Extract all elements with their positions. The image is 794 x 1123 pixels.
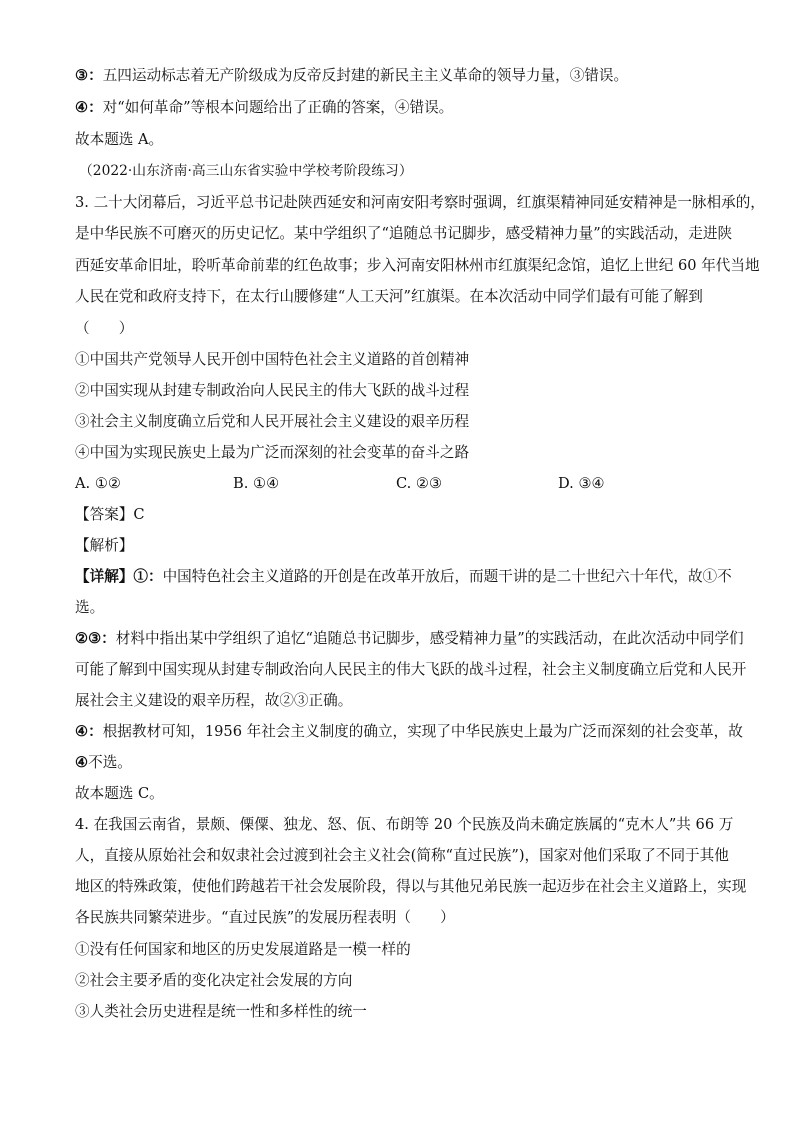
- q3-options: [75, 474, 715, 494]
- detail-line: [75, 691, 352, 711]
- text-line: [75, 130, 163, 150]
- detail-line: [75, 784, 164, 804]
- text-line-rest: 五四运动标志着无产阶级成为反帝反封建的新民主主义革命的领导力量，③错误。: [102, 67, 629, 84]
- detail-line-rest: 故本题选 C。: [75, 785, 164, 802]
- option-a: A. ①②: [75, 475, 121, 492]
- detail-line-bold: ④：: [75, 723, 103, 740]
- detail-line: [75, 567, 732, 587]
- detail-line-rest: 可能了解到中国实现从封建专制政治向人民民主的伟大飞跃的战斗过程，社会主义制度确立后党和人民开: [75, 661, 747, 678]
- text-line-rest: 故本题选 A。: [75, 131, 164, 148]
- q4-item: ③人类社会历史进程是统一性和多样性的统一: [75, 1003, 367, 1020]
- q4-stem-line: 各民族共同繁荣进步。“直过民族”的发展历程表明（ ）: [75, 909, 455, 926]
- option-c: C. ②③: [396, 475, 443, 492]
- analysis-label: 【解析】: [75, 537, 134, 554]
- q3-stem-line: 西延安革命旧址，聆听革命前辈的红色故事；步入河南安阳林州市红旗渠纪念馆，追忆上世纪 60 年代当地: [75, 257, 760, 274]
- detail-line-rest: 展社会主义建设的艰辛历程，故②③正确。: [75, 692, 353, 709]
- detail-line-bold: ④: [75, 754, 89, 771]
- detail-line-rest: 中国特色社会主义道路的开创是在改革开放后，而题干讲的是二十世纪六十年代，故①不: [162, 568, 732, 585]
- detail-line-rest: 材料中指出某中学组织了追忆“追随总书记脚步，感受精神力量”的实践活动，在此次活动中同学们: [115, 630, 744, 647]
- detail-line: [75, 753, 132, 773]
- option-d: D. ③④: [558, 475, 605, 492]
- q3-stem-line: 3. 二十大闭幕后，习近平总书记赴陕西延安和河南安阳考察时强调，红旗渠精神同延安精神是一脉相承的，: [75, 194, 765, 211]
- text-line-bold: ③：: [75, 67, 103, 84]
- detail-line: [75, 660, 746, 680]
- detail-line: [75, 629, 744, 649]
- text-line: [75, 66, 628, 86]
- answer-label: 【答案】C: [75, 506, 145, 523]
- q3-stem-line: （ ）: [75, 320, 134, 337]
- q3-item: ②中国实现从封建专制政治向人民民主的伟大飞跃的战斗过程: [75, 382, 470, 399]
- q3-item: ④中国为实现民族史上最为广泛而深刻的社会变革的奋斗之路: [75, 444, 470, 461]
- detail-line-bold: ②③：: [75, 630, 116, 647]
- q3-stem-line: 人民在党和政府支持下，在太行山腰修建“人工天河”红旗渠。在本次活动中同学们最有可能了解到: [75, 288, 703, 305]
- detail-line-rest: 根据教材可知，1956 年社会主义制度的确立，实现了中华民族史上最为广泛而深刻的社会变革，故: [102, 723, 743, 740]
- detail-line: [75, 722, 743, 742]
- detail-line-bold: 【详解】①：: [75, 568, 163, 585]
- q3-item: ③社会主义制度确立后党和人民开展社会主义建设的艰辛历程: [75, 413, 470, 430]
- detail-line-rest: 不选。: [88, 754, 132, 771]
- q4-item: ②社会主要矛盾的变化决定社会发展的方向: [75, 972, 353, 989]
- q4-stem-line: 人，直接从原始社会和奴隶社会过渡到社会主义社会(简称“直过民族”)，国家对他们采取了不同于其他: [75, 847, 729, 864]
- detail-line-rest: 选。: [75, 599, 105, 616]
- q4-stem-line: 地区的特殊政策，使他们跨越若干社会发展阶段，得以与其他兄弟民族一起迈步在社会主义道路上，实现: [75, 878, 747, 895]
- question-source: （2022·山东济南·高三山东省实验中学校考阶段练习）: [79, 163, 413, 179]
- text-line: [75, 98, 453, 118]
- q3-item: ①中国共产党领导人民开创中国特色社会主义道路的首创精神: [75, 351, 470, 368]
- text-line-bold: ④：: [75, 99, 103, 116]
- q4-stem-line: 4. 在我国云南省，景颇、傈僳、独龙、怒、佤、布朗等 20 个民族及尚未确定族属的“克木人”共 66 万: [75, 816, 734, 833]
- text-line-rest: 对“如何革命”等根本问题给出了正确的答案，④错误。: [102, 99, 454, 116]
- q3-stem-line: 是中华民族不可磨灭的历史记忆。某中学组织了“追随总书记脚步，感受精神力量”的实践活动，走进陕: [75, 225, 733, 242]
- detail-line: [75, 598, 104, 618]
- q4-item: ①没有任何国家和地区的历史发展道路是一模一样的: [75, 941, 411, 958]
- option-b: B. ①④: [233, 475, 280, 492]
